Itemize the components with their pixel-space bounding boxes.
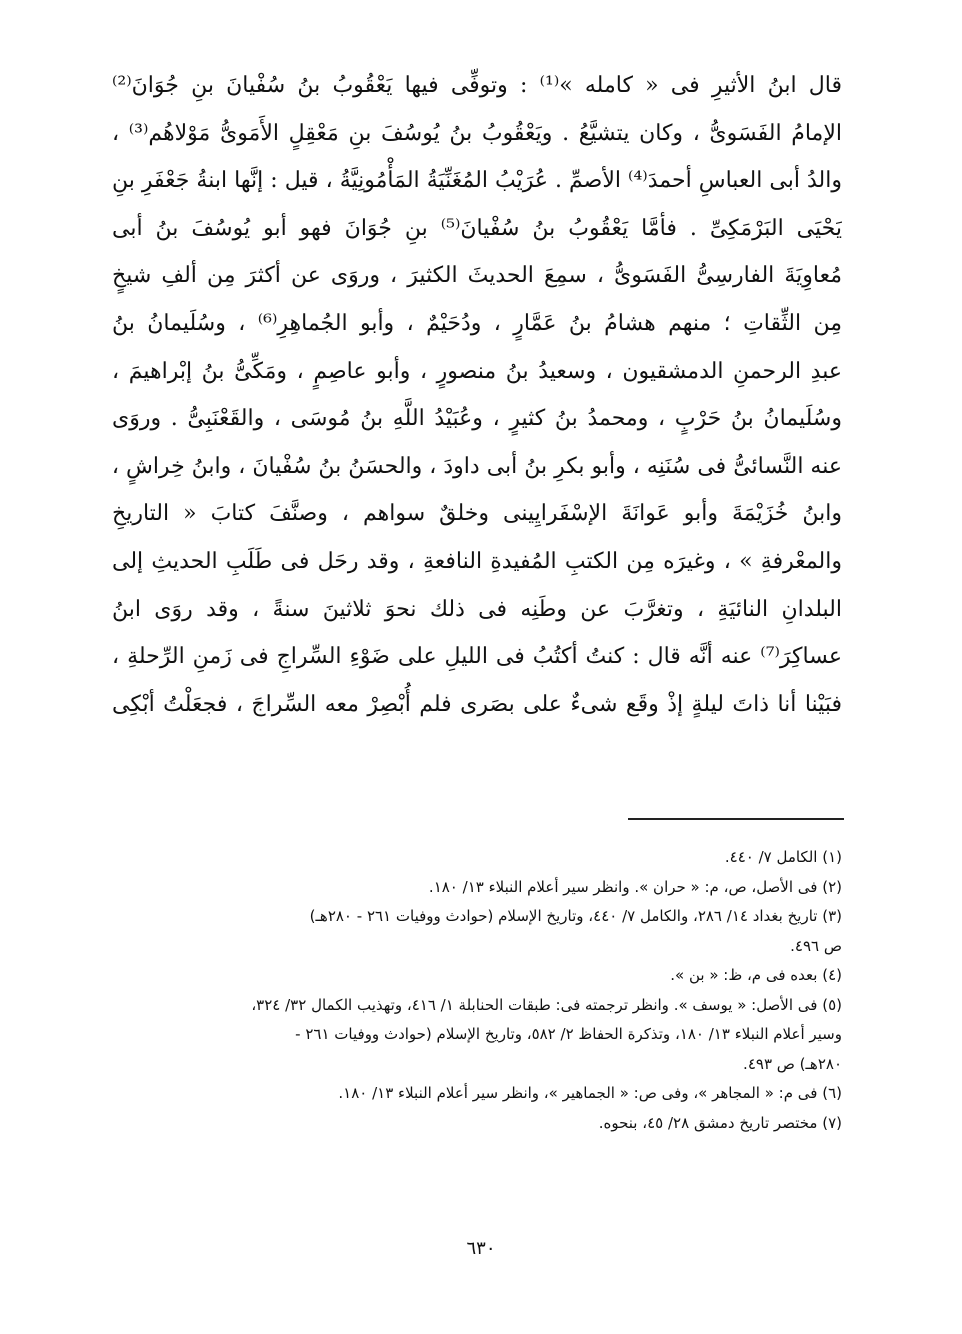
body-line: وابنُ خُزَيْمَةَ وأبو عَوانَةَ الإسْفَرايِينى وخلقٌ سواهم ، وصنَّفَ كتابَ « التاريخِ <box>112 501 842 527</box>
footnote-line: وسير أعلام النبلاء ١٣/ ١٨٠، وتذكرة الحفاظ ٢/ ٥٨٢، وتاريخ الإسلام (حوادث ووفيات ٢٦١ - <box>295 1025 842 1043</box>
body-line: يَحْيَى البَرْمَكِىِّ . فأمَّا يَعْقُوبُ بنُ سُفْيانَ⁽⁵⁾ بنِ جُوَانَ فهو أبو يُوسُفَ بنُ أبى <box>112 215 842 241</box>
body-line: عساكِرَ⁽⁷⁾ عنه أنَّه قال : كنتُ أكتُبُ فى الليلِ على ضَوْءِ السِّراجِ فى زَمنِ الرِّحلةِ ، <box>112 644 842 670</box>
body-line: الإمامُ الفَسَوىُّ ، وكان يتشيَّعُ . ويَعْقُوبُ بنُ يُوسُفَ بنِ مَعْقِلٍ الأَمَوىُّ مَوْلاهُم⁽³⁾ ، <box>112 120 842 146</box>
body-line: مِن الثِّقاتِ ؛ منهم هشامُ بنُ عَمَّارٍ ، ودُحَيْمٌ ، وأبو الجُماهِرِ⁽⁶⁾ ، وسُلَيمانُ بنُ <box>112 310 842 336</box>
footnote-line: (١) الكامل ٧/ ٤٤٠. <box>724 848 842 866</box>
footnote-line: (٣) تاريخ بغداد ١٤/ ٢٨٦، والكامل ٧/ ٤٤٠، وتاريخ الإسلام (حوادث ووفيات ٢٦١ - ٢٨٠هـ) <box>309 907 842 925</box>
footnote-line: ص ٤٩٦. <box>790 936 842 955</box>
footnote-separator <box>628 818 844 820</box>
footnote-line: (٤) بعده فى م، ظ: « بن ». <box>670 966 842 984</box>
body-line: والدُ أبى العباسِ أحمدَ⁽⁴⁾ الأصمِّ . عُرَيْبُ المُغَنِّيَةُ المَأْمُونِيَّةُ ، قيل : إنَّها ابنةُ جَعْفَرِ بنِ <box>112 168 842 194</box>
footnotes <box>112 843 842 1138</box>
body-line: قال ابنُ الأثيرِ فى « كامله »⁽¹⁾ : وتوفِّى فيها يَعْقُوبُ بنُ سُفْيانَ بنِ جُوَانَ⁽²⁾ <box>112 73 842 98</box>
footnote-line: (٢) فى الأصل، ص، م: « حران ». وانظر سير أعلام النبلاء ١٣/ ١٨٠. <box>428 877 842 896</box>
footnote-line: (٥) فى الأصل: « يوسف ». وانظر ترجمته فى: طبقات الحنابلة ١/ ٤١٦، وتهذيب الكمال ٣٢/ ٣٢٤، <box>251 995 842 1014</box>
body-line: عنه النَّسائىُّ فى سُنَنِه ، وأبو بكرِ بنُ أبى داودَ ، والحسَنُ بنُ سُفْيانَ ، وابنُ خِراشٍ ، <box>112 453 842 479</box>
body-line: والمعْرفةِ » ، وغيرَه مِن الكتبِ المُفيدةِ النافعةِ ، وقد رحَل فى طَلَبِ الحديثِ إلى <box>112 548 842 574</box>
body-line: عبدِ الرحمنِ الدمشقيون ، وسعيدُ بنُ منصورٍ ، وأبو عاصِمٍ ، ومَكِّىُّ بنُ إبْراهيمَ ، <box>112 358 842 384</box>
footnote-line: (٧) مختصر تاريخ دمشق ٢٨/ ٤٥، بنحوه. <box>598 1113 842 1132</box>
footnote-line: (٦) فى م: « المجاهر »، وفى ص: « الجماهير »، وانظر سير أعلام النبلاء ١٣/ ١٨٠. <box>338 1084 842 1102</box>
page-number: ٦٣٠ <box>466 1238 496 1259</box>
body-line: فبَيْنا أنا ذاتَ ليلةٍ إذْ وقَع شىءٌ على بصَرى فلم أُبْصِرْ معه السِّراجَ ، فجعَلْتُ أبْكِى <box>112 691 842 717</box>
body-line: وسُلَيمانُ بنُ حَرْبٍ ، ومحمدُ بنُ كثيرٍ ، وعُبَيْدُ اللَّهِ بنُ مُوسَى ، والقَعْنَبِىُّ . وروَى <box>112 406 842 432</box>
body-line: مُعاوِيَةَ الفارسِىُّ الفَسَوىُّ ، سمِعَ الحديثَ الكثيرَ ، وروَى عن أكثرَ مِن ألفِ شيخٍ <box>112 263 842 289</box>
body-text <box>112 62 842 728</box>
footnote-line: ٢٨٠هـ) ص ٤٩٣. <box>743 1054 842 1073</box>
body-line: البلدانِ النائيَةِ ، وتغرَّبَ عن وطَنِه فى ذلك نحوَ ثلاثينَ سنةً ، وقد روَى ابنُ <box>112 596 842 622</box>
